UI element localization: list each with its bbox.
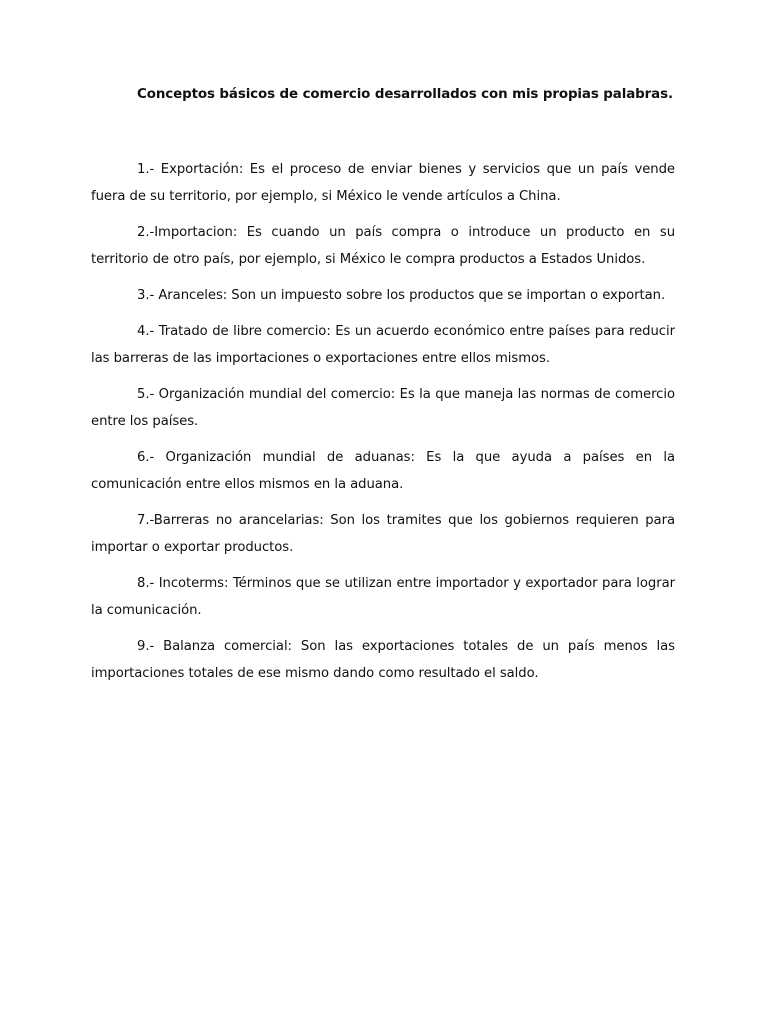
paragraph-importacion: 2.-Importacion: Es cuando un país compra o introduce un producto en su territorio de otro país, por ejemplo, si México le compra productos a Estados Unidos. xyxy=(91,225,675,267)
document-body xyxy=(91,156,675,687)
document-title: Conceptos básicos de comercio desarrollados con mis propias palabras. xyxy=(137,87,673,102)
paragraph-exportacion: 1.- Exportación: Es el proceso de enviar bienes y servicios que un país vende fuera de su territorio, por ejemplo, si México le vende artículos a China. xyxy=(91,162,675,204)
paragraph-incoterms: 8.- Incoterms: Términos que se utilizan entre importador y exportador para lograr la comunicación. xyxy=(91,576,675,618)
paragraph-tratado-libre-comercio: 4.- Tratado de libre comercio: Es un acuerdo económico entre países para reducir las barreras de las importaciones o exportaciones entre ellos mismos. xyxy=(91,324,675,366)
paragraph-balanza-comercial: 9.- Balanza comercial: Son las exportaciones totales de un país menos las importaciones totales de ese mismo dando como resultado el saldo. xyxy=(91,639,675,681)
paragraph-organizacion-mundial-aduanas: 6.- Organización mundial de aduanas: Es la que ayuda a países en la comunicación entre ellos mismos en la aduana. xyxy=(91,450,675,492)
paragraph-barreras-no-arancelarias: 7.-Barreras no arancelarias: Son los tramites que los gobiernos requieren para importar o exportar productos. xyxy=(91,513,675,555)
paragraph-organizacion-mundial-comercio: 5.- Organización mundial del comercio: Es la que maneja las normas de comercio entre los países. xyxy=(91,387,675,429)
paragraph-aranceles: 3.- Aranceles: Son un impuesto sobre los productos que se importan o exportan. xyxy=(137,288,666,303)
